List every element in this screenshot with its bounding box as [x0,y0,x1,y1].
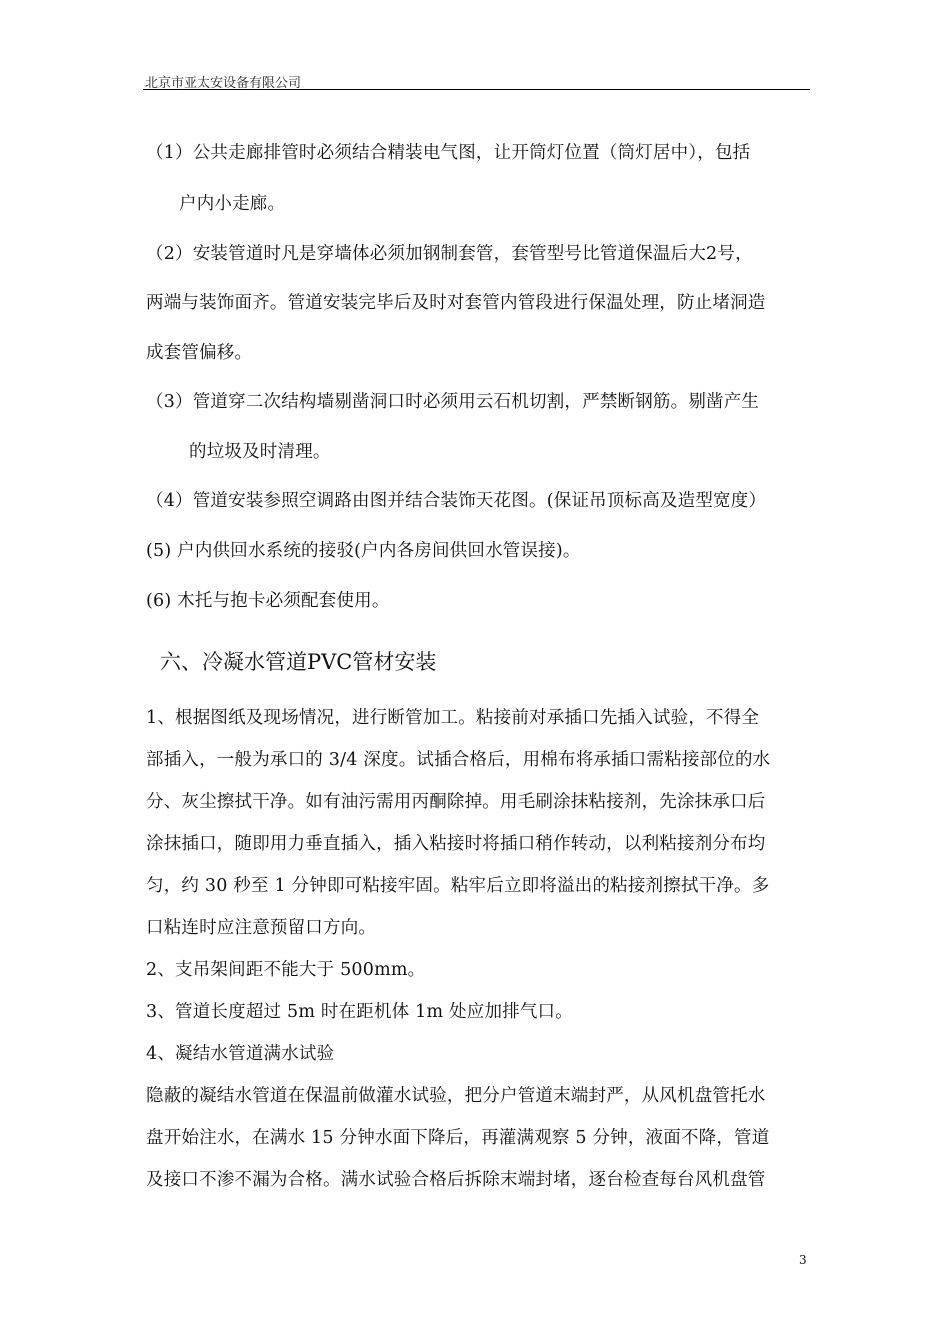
body-5-line-3: 及接口不渗不漏为合格。满水试验合格后拆除末端封堵，逐台检查每台风机盘管 [146,1170,766,1190]
item-4-line-1: （4）管道安装参照空调路由图并结合装饰天花图。(保证吊顶标高及造型宽度） [146,491,767,511]
body-3: 3、管道长度超过 5m 时在距机体 1m 处应加排气口。 [146,1002,573,1022]
item-2-line-2: 两端与装饰面齐。管道安装完毕后及时对套管内管段进行保温处理，防止堵洞造 [146,293,766,313]
section-heading: 六、冷凝水管道PVC管材安装 [160,650,437,674]
body-2: 2、支吊架间距不能大于 500mm。 [146,960,426,980]
item-3-line-1: （3）管道穿二次结构墙剔凿洞口时必须用云石机切割，严禁断钢筋。剔凿产生 [146,392,760,412]
page-number: 3 [799,1253,807,1267]
item-5-line-1: (5) 户内供回水系统的接驳(户内各房间供回水管误接)。 [146,541,581,561]
body-1-line-4: 涂抹插口，随即用力垂直插入，插入粘接时将插口稍作转动，以利粘接剂分布均 [146,834,766,854]
body-1-line-5: 匀，约 30 秒至 1 分钟即可粘接牢固。粘牢后立即将溢出的粘接剂擦拭干净。多 [146,876,770,896]
item-1-line-2: 户内小走廊。 [179,194,286,214]
item-3-line-2: 的垃圾及时清理。 [189,442,331,462]
header-divider [143,89,810,90]
item-2-line-3: 成套管偏移。 [146,343,253,363]
item-6-line-1: (6) 木托与抱卡必须配套使用。 [146,591,390,611]
body-1-line-1: 1、根据图纸及现场情况，进行断管加工。粘接前对承插口先插入试验，不得全 [146,708,760,728]
body-5-line-2: 盘开始注水，在满水 15 分钟水面下降后，再灌满观察 5 分钟，液面不降，管道 [146,1128,770,1148]
body-5-line-1: 隐蔽的凝结水管道在保温前做灌水试验，把分户管道末端封严，从风机盘管托水 [146,1086,766,1106]
body-1-line-6: 口粘连时应注意预留口方向。 [146,918,377,938]
item-2-line-1: （2）安装管道时凡是穿墙体必须加钢制套管，套管型号比管道保温后大2号， [146,244,753,264]
item-1-line-1: （1）公共走廊排管时必须结合精装电气图，让开筒灯位置（筒灯居中），包括 [146,143,751,163]
body-1-line-2: 部插入，一般为承口的 3/4 深度。试插合格后，用棉布将承插口需粘接部位的水 [146,750,771,770]
body-4: 4、凝结水管道满水试验 [146,1044,335,1064]
page-header-company: 北京市亚太安设备有限公司 [145,76,302,91]
body-1-line-3: 分、灰尘擦拭干净。如有油污需用丙酮除掉。用毛刷涂抹粘接剂，先涂抹承口后 [146,792,766,812]
